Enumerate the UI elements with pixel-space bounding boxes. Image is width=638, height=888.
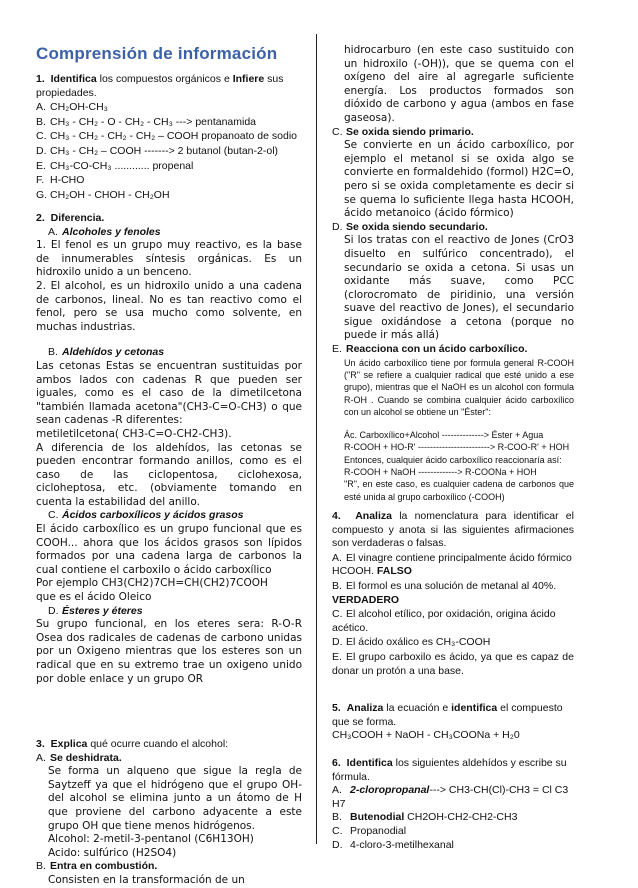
q2-number: 2. xyxy=(36,212,45,224)
q1-item-g-label: G. xyxy=(36,188,48,201)
q2-keyword: Diferencia. xyxy=(50,212,105,224)
q3-e-equation-3: R-COOH + NaOH -------------> R-COONa + HOH xyxy=(344,466,537,477)
q2-c-heading: Ácidos carboxílicos y ácidos grasos xyxy=(62,509,244,522)
q1-item-a-label: A. xyxy=(36,101,46,114)
q4-keyword: Analiza xyxy=(355,510,392,522)
q4-item-d-label: D. xyxy=(332,636,343,649)
q1-item-g: CH₂OH - CHOH - CH₂OH xyxy=(50,188,170,201)
q1-item-d: CH₃ - CH₂ – COOH -------> 2 butanol (butan-2-ol) xyxy=(50,144,279,157)
q4-item-b-label: B. xyxy=(332,579,342,592)
q1-item-e: CH₃-CO-CH₃ ............ propenal xyxy=(50,159,194,172)
q1-item-b: CH₃ - CH₂ - O - CH₂ - CH₃ ---> pentanamida xyxy=(50,115,257,128)
q2-b-heading: Aldehídos y cetonas xyxy=(62,346,165,359)
q2-d-heading: Ésteres y éteres xyxy=(62,604,143,617)
q5-text-2: el compuesto que se forma. xyxy=(332,702,563,728)
q3-c-label: C. xyxy=(332,125,343,138)
question-6 xyxy=(332,757,574,852)
q2-b-paragraph-2: metiletilcetona( CH3-C=O-CH2-CH3). xyxy=(36,427,232,440)
q6-item-b: CH2OH-CH2-CH2-CH3 xyxy=(407,811,518,824)
q3-e-heading: Reacciona con un ácido carboxílico. xyxy=(346,343,528,356)
q1-number: 1. xyxy=(36,73,45,85)
q4-item-e-label: E. xyxy=(332,650,342,663)
q1-text: los compuestos orgánicos e xyxy=(99,73,230,85)
q6-item-a-heading: 2-cloropropanal xyxy=(350,784,430,797)
q1-item-e-label: E. xyxy=(36,159,46,172)
q3-e-equation-1: Ác. Carboxílico+Alcohol --------------> Éster + Agua xyxy=(344,429,544,440)
q3-number: 3. xyxy=(36,738,45,750)
question-2 xyxy=(36,212,302,686)
q3-a-heading: Se deshidrata. xyxy=(50,751,122,764)
q3-text: qué ocurre cuando el alcohol: xyxy=(90,738,229,750)
question-1 xyxy=(36,73,302,202)
question-5 xyxy=(332,702,574,743)
page-title: Comprensión de información xyxy=(36,44,278,63)
q6-item-d-label: D. xyxy=(332,838,343,851)
q4-item-a-answer: FALSO xyxy=(376,565,412,578)
q3-e-paragraph-1: Un ácido carboxílico tiene por formula general R-COOH ("R" se refiere a cualquier radical que esté unido a ese grupo), mientras que el NaOH es un alcohol con formula R-OH . Cuando se combina cualquier ácido carboxílico con un alcohol se obtiene un "Éster": xyxy=(344,357,574,418)
q5-equation: CH₃COOH + NaOH - CH₃COONa + H₂0 xyxy=(332,729,520,742)
q1-item-b-label: B. xyxy=(36,115,46,128)
q1-keyword-identifica: Identifica xyxy=(50,73,97,85)
q3-keyword: Explica xyxy=(50,738,88,750)
column-divider xyxy=(316,34,317,844)
q3-a-paragraph-3: Acido: sulfúrico (H2SO4) xyxy=(48,846,177,859)
q6-item-b-label: B. xyxy=(332,811,342,824)
q4-text: la nomenclatura para identificar el compuesto y anota si las siguientes afirmaciones son verdaderas o falsas. xyxy=(332,510,574,550)
q1-item-d-label: D. xyxy=(36,144,47,157)
right-column xyxy=(332,0,574,879)
q6-keyword: Identifica xyxy=(346,757,393,769)
q2-d-label: D. xyxy=(48,604,59,617)
q2-c-paragraph-1: El ácido carboxílico es un grupo funcional que es COOH... ahora que los ácidos grasos son lípidos formados por una cadena larga de carbonos la cual contiene el carboxilo o ácido carboxílico xyxy=(36,523,302,576)
q2-a-label: A. xyxy=(48,225,58,238)
q6-item-a: ---> CH3-CH(Cl)-CH3 = Cl C3 H7 xyxy=(332,784,569,810)
q2-a-paragraph-1: 1. El fenol es un grupo muy reactivo, es la base de innumerables síntesis orgánicas. Es un hidroxilo unido a un benceno. xyxy=(36,239,302,279)
q3-c-heading: Se oxida siendo primario. xyxy=(346,125,474,138)
question-3-continued xyxy=(332,44,574,503)
q4-item-b: El formol es una solución de metanal al 40%. xyxy=(346,579,557,592)
q3-a-paragraph-2: Alcohol: 2-metil-3-pentanol (C6H13OH) xyxy=(48,833,254,846)
q2-c-paragraph-3: que es el ácido Oleico xyxy=(36,591,152,604)
q4-number: 4. xyxy=(332,510,341,522)
q3-a-paragraph-1: Se forma un alqueno que sigue la regla de Saytzeff ya que el hidrógeno que el grupo OH-del alcohol se elimina junto a un átomo de H que proviene del carbono adyacente a este grupo OH que tiene menos hidrógenos. xyxy=(48,765,302,832)
q6-item-c-label: C. xyxy=(332,824,343,837)
q2-d-paragraph-1: Su grupo funcional, en los eteres sera: R-O-R Osea dos radicales de cadenas de carbono unidas por un Oxigeno mientras que los esteres son un radical que en su extremo trae un oxigeno unido por doble enlace y un grupo OR xyxy=(36,618,302,685)
q4-item-a: El vinagre contiene principalmente ácido fórmico HCOOH. xyxy=(332,551,572,578)
q5-number: 5. xyxy=(332,702,341,714)
q4-item-a-label: A. xyxy=(332,551,342,564)
q2-c-paragraph-2: Por ejemplo CH3(CH2)7CH=CH(CH2)7COOH xyxy=(36,577,268,590)
q2-a-heading: Alcoholes y fenoles xyxy=(62,225,161,238)
left-column xyxy=(36,0,302,886)
q3-d-label: D. xyxy=(332,220,343,233)
q3-d-heading: Se oxida siendo secundario. xyxy=(346,220,488,233)
q5-keyword-identifica: identifica xyxy=(451,702,498,714)
q3-e-paragraph-3: "R", en este caso, es cualquier cadena de carbonos que esté unida al grupo carboxílico (-COOH) xyxy=(344,479,574,502)
q1-item-c: CH₃ - CH₂ - CH₂ - CH₂ – COOH propanoato de sodio xyxy=(50,130,297,143)
question-3 xyxy=(36,738,302,888)
q6-item-a-label: A. xyxy=(332,784,342,797)
q3-b-paragraph-continued: hidrocarburo (en este caso sustituido con un hidroxilo (-OH)), que se quema con el oxígeno del aire al agregarle suficiente energía. Los productos formados son dióxido de carbono y agua (ambos en fase gaseosa). xyxy=(344,44,574,124)
question-4 xyxy=(332,510,574,678)
q3-e-equation-2: R-COOH + HO-R' ------------------------> R-COO-R' + HOH xyxy=(344,442,570,453)
q3-a-label: A. xyxy=(36,751,46,764)
q2-b-paragraph-3: A diferencia de los aldehídos, las cetonas se pueden encontrar formando anillos, como es el caso de las ciclopentosa, ciclohexosa, cicloheptosa, etc. (obviamente tomando en cuenta la estabilidad del anillo. xyxy=(36,441,302,508)
q1-text-2: sus propiedades. xyxy=(36,73,284,99)
q3-b-heading: Entra en combustión. xyxy=(50,860,158,873)
q3-c-paragraph: Se convierte en un ácido carboxílico, por ejemplo el metanol si se oxida algo se convierte en formaldehido (formol) H2C=O, pero si se oxida completamente es decir si se quema lo suficiente llega hasta HCOOH, ácido metanoico (ácido fórmico) xyxy=(344,139,574,220)
q1-item-f: H-CHO xyxy=(50,174,85,187)
q1-item-c-label: C. xyxy=(36,130,47,143)
q2-a-paragraph-2: 2. El alcohol, es un hidroxilo unido a una cadena de carbonos, lineal. No es tan reactivo como el fenol, pero se usa mucho como solvente, en muchas industrias. xyxy=(36,279,302,333)
q3-e-paragraph-2: Entonces, cualquier ácido carboxílico reaccionaría así: xyxy=(344,454,562,465)
q6-text: los siguientes aldehídos y escribe su fórmula. xyxy=(332,757,567,783)
q3-d-paragraph: Si los tratas con el reactivo de Jones (CrO3 disuelto en sulfúrico concentrado), el secundario se oxida a cetona. Si usas un oxidante más suave, como PCC (clorocromato de piridinio, una versión suave del reactivo de Jones), el secundario sigue oxidándose a cetona (porque no puede ir más allá) xyxy=(344,234,574,342)
q3-b-paragraph-1: Consisten en la transformación de un xyxy=(48,873,245,886)
q6-item-c: Propanodial xyxy=(350,824,407,837)
q3-b-label: B. xyxy=(36,860,46,873)
q4-item-c: El alcohol etílico, por oxidación, origina ácido acético. xyxy=(332,608,556,634)
q1-item-f-label: F. xyxy=(36,174,45,187)
q4-item-d: El ácido oxálico es CH₃-COOH xyxy=(346,636,491,649)
q2-b-label: B. xyxy=(48,346,58,359)
q2-b-paragraph-1: Las cetonas Estas se encuentran sustituidas por ambos lados con cadenas R que pueden ser iguales, como es el caso de la dimetilcetona "también llamada acetona"(CH3-C=O-CH3) o que sean cadenas -R diferentes: xyxy=(36,359,302,427)
q5-keyword-analiza: Analiza xyxy=(346,702,384,714)
q5-text: la ecuación e xyxy=(386,702,449,714)
q4-item-c-label: C. xyxy=(332,608,343,621)
q1-item-a: CH₂OH-CH₃ xyxy=(50,101,108,114)
q6-item-b-heading: Butenodial xyxy=(350,811,405,824)
q4-item-b-answer: VERDADERO xyxy=(332,593,400,606)
q1-keyword-infiere: Infiere xyxy=(232,73,265,85)
q4-item-e: El grupo carboxilo es ácido, ya que es capaz de donar un protón a una base. xyxy=(332,650,574,677)
q6-number: 6. xyxy=(332,757,341,769)
q3-e-label: E. xyxy=(332,343,342,356)
q6-item-d: 4-cloro-3-metilhexanal xyxy=(350,838,454,851)
q2-c-label: C. xyxy=(48,509,59,522)
